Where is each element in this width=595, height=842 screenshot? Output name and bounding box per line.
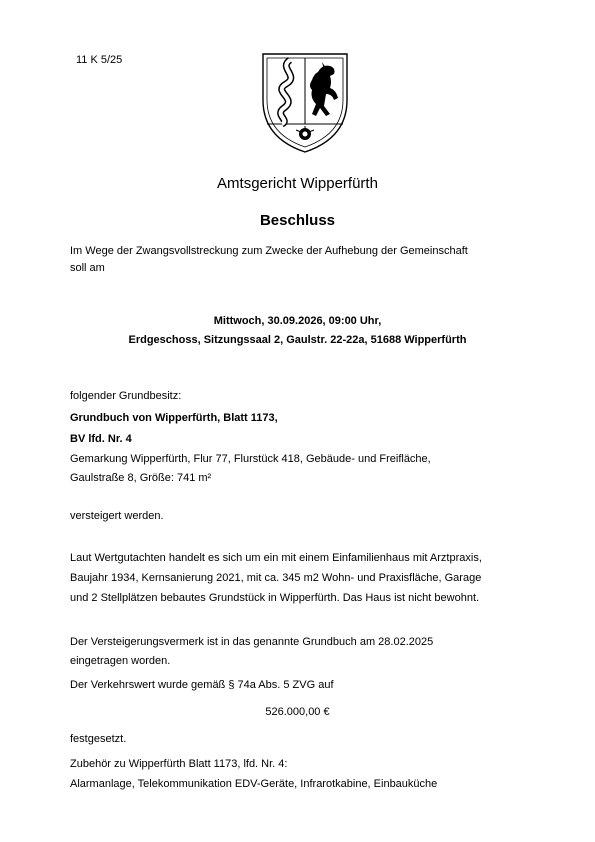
auction-text: versteigert werden. <box>70 510 164 522</box>
registration-line-1: Der Versteigerungsvermerk ist in das genannte Grundbuch am 28.02.2025 <box>70 636 434 648</box>
accessories-line-2: Alarmanlage, Telekommunikation EDV-Geräte, Infrarotkabine, Einbauküche <box>70 778 438 790</box>
case-number: 11 K 5/25 <box>76 54 123 66</box>
appraisal-line-1: Laut Wertgutachten handelt es sich um ein mit einem Einfamilienhaus mit Arztpraxis, <box>70 552 482 564</box>
valuation-line-2: festgesetzt. <box>70 733 127 745</box>
property-item: BV lfd. Nr. 4 <box>70 433 132 445</box>
document-heading: Beschluss <box>259 212 336 229</box>
valuation-line-1: Der Verkehrswert wurde gemäß § 74a Abs. 5 ZVG auf <box>70 679 334 691</box>
valuation-amount: 526.000,00 € <box>265 706 330 718</box>
property-label: folgender Grundbesitz: <box>70 390 182 402</box>
appraisal-line-2: Baujahr 1934, Kernsanierung 2021, mit ca. 345 m2 Wohn- und Praxisfläche, Garage <box>70 572 482 584</box>
accessories-line-1: Zubehör zu Wipperfürth Blatt 1173, lfd. Nr. 4: <box>70 758 288 770</box>
intro-line-1: Im Wege der Zwangsvollstreckung zum Zwecke der Aufhebung der Gemeinschaft <box>70 245 468 257</box>
intro-line-2: soll am <box>70 262 105 274</box>
nrw-coat-of-arms-icon <box>260 50 350 155</box>
property-details-line-2: Gaulstraße 8, Größe: 741 m² <box>70 472 212 484</box>
appraisal-line-3: und 2 Stellplätzen bebautes Grundstück in Wipperfürth. Das Haus ist nicht bewohnt. <box>70 592 480 604</box>
registration-line-2: eingetragen worden. <box>70 655 171 667</box>
appointment-date-time: Mittwoch, 30.09.2026, 09:00 Uhr, <box>213 315 382 327</box>
court-name: Amtsgericht Wipperfürth <box>217 175 378 192</box>
property-register: Grundbuch von Wipperfürth, Blatt 1173, <box>70 412 278 424</box>
appointment-location: Erdgeschoss, Sitzungssaal 2, Gaulstr. 22-22a, 51688 Wipperfürth <box>128 334 467 346</box>
property-details-line-1: Gemarkung Wipperfürth, Flur 77, Flurstück 418, Gebäude- und Freifläche, <box>70 453 431 465</box>
